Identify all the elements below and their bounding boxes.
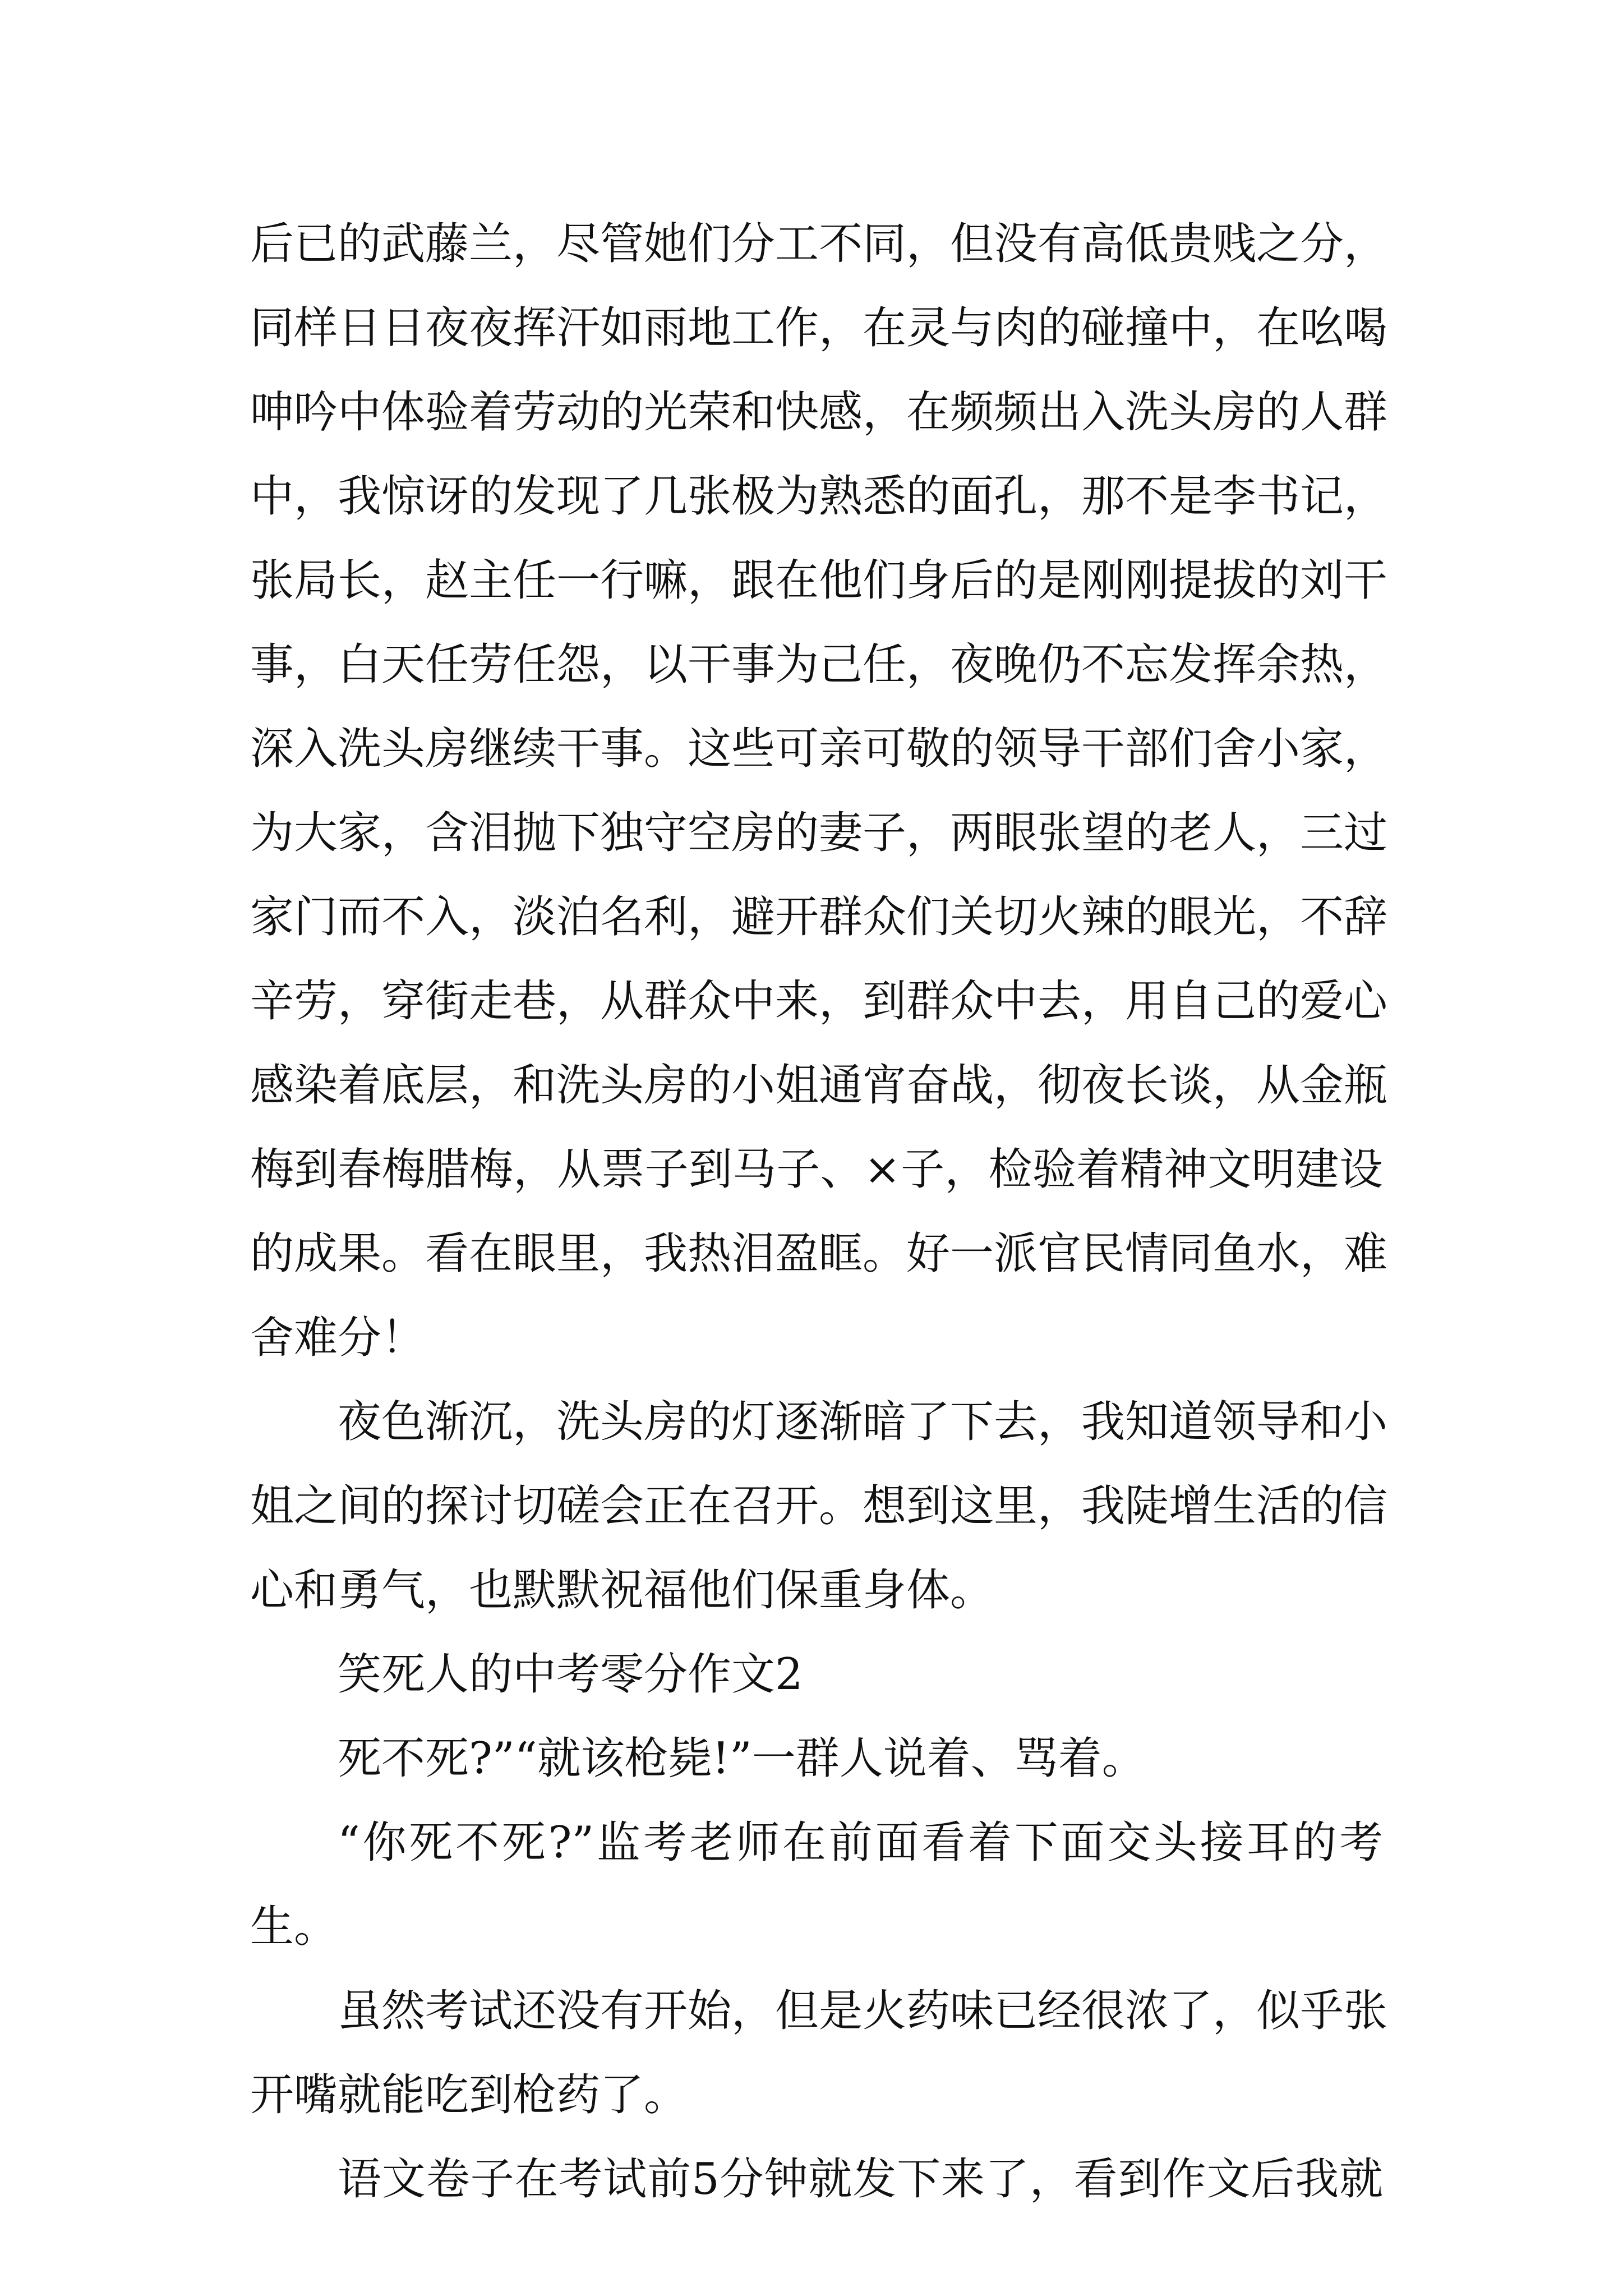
text-line: 感染着底层，和洗头房的小姐通宵奋战，彻夜长谈，从金瓶 [250, 1060, 1388, 1111]
text-line: 语文卷子在考试前5分钟就发下来了，看到作文后我就 [338, 2154, 1383, 2205]
text-line: 同样日日夜夜挥汗如雨地工作，在灵与肉的碰撞中，在吆喝 [250, 303, 1388, 353]
text-line: 辛劳，穿街走巷，从群众中来，到群众中去，用自己的爱心 [250, 976, 1388, 1027]
text-line: 为大家，含泪抛下独守空房的妻子，两眼张望的老人，三过 [250, 808, 1388, 858]
text-line: 呻吟中体验着劳动的光荣和快感，在频频出入洗头房的人群 [250, 387, 1388, 438]
text-line: 夜色渐沉，洗头房的灯逐渐暗了下去，我知道领导和小 [338, 1397, 1388, 1447]
text-line: 中，我惊讶的发现了几张极为熟悉的面孔，那不是李书记， [250, 471, 1388, 522]
text-line: 后已的武藤兰，尽管她们分工不同，但没有高低贵贱之分， [250, 219, 1388, 269]
text-line: 舍难分！ [250, 1313, 426, 1363]
text-line: 死不死?”“就该枪毙!”一群人说着、骂着。 [338, 1733, 1146, 1784]
text-line: 心和勇气，也默默祝福他们保重身体。 [250, 1565, 994, 1616]
section-heading: 笑死人的中考零分作文2 [338, 1649, 803, 1700]
text-line: 开嘴就能吃到枪药了。 [250, 2070, 688, 2120]
text-line: 虽然考试还没有开始，但是火药味已经很浓了，似乎张 [338, 1986, 1388, 2036]
text-line: 家门而不入，淡泊名利，避开群众们关切火辣的眼光，不辞 [250, 892, 1388, 942]
text-line: 张局长，赵主任一行嘛，跟在他们身后的是刚刚提拔的刘干 [250, 555, 1388, 606]
text-line: 的成果。看在眼里，我热泪盈眶。好一派官民情同鱼水，难 [250, 1228, 1388, 1279]
text-line: 梅到春梅腊梅，从票子到马子、×子，检验着精神文明建设 [250, 1144, 1383, 1195]
text-line: “你死不死?”监考老师在前面看着下面交头接耳的考 [338, 1818, 1383, 1868]
body-text [250, 202, 1388, 2221]
text-line: 生。 [250, 1902, 338, 1952]
text-line: 深入洗头房继续干事。这些可亲可敬的领导干部们舍小家， [250, 724, 1388, 774]
text-line: 事，白天任劳任怨，以干事为己任，夜晚仍不忘发挥余热， [250, 639, 1388, 690]
text-line: 姐之间的探讨切磋会正在召开。想到这里，我陡增生活的信 [250, 1481, 1388, 1531]
